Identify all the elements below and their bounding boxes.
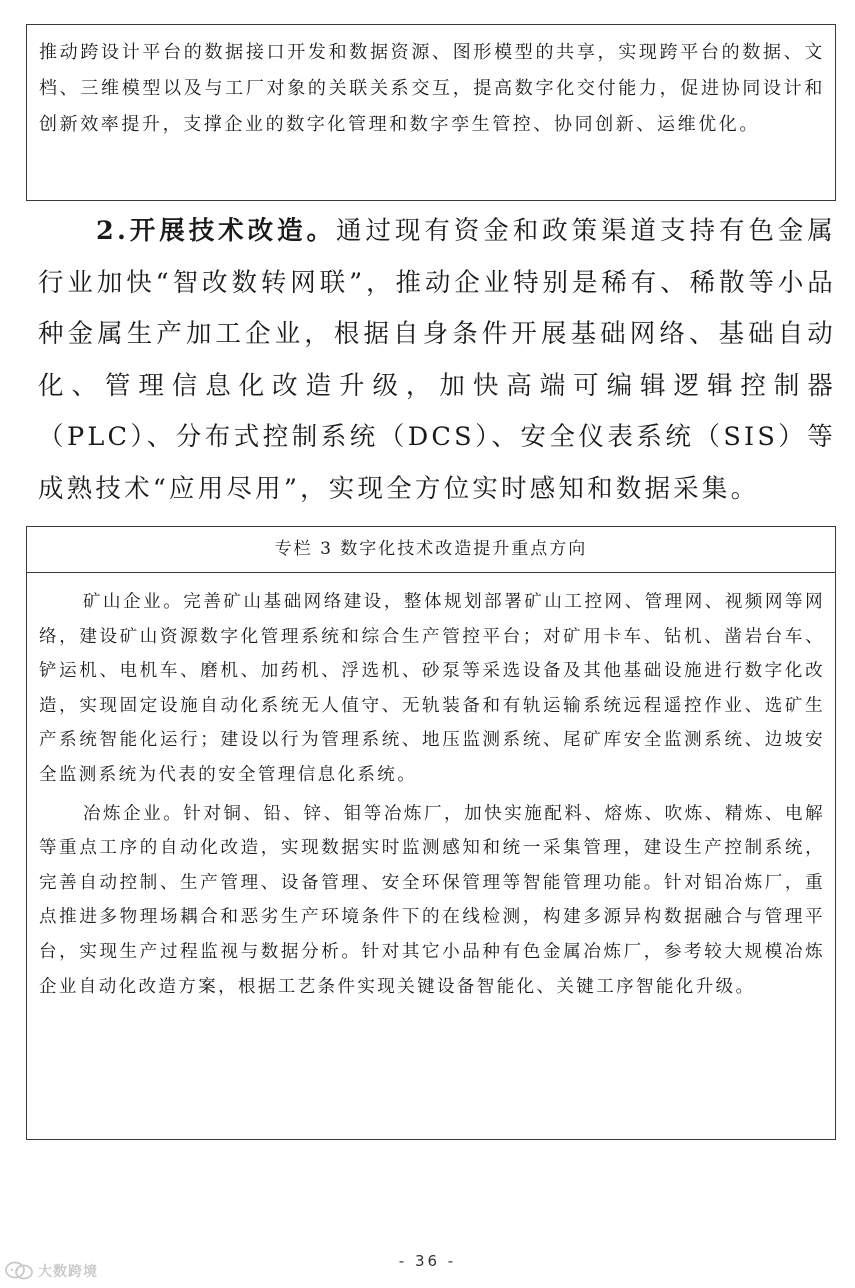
column-paragraph-mining: 矿山企业。完善矿山基础网络建设，整体规划部署矿山工控网、管理网、视频网等网络，建设矿山资源数字化管理系统和综合生产管控平台；对矿用卡车、钻机、凿岩台车、铲运机、电机车、磨机、加药机、浮选机、砂泵等采选设备及其他基础设施进行数字化改造，实现固定设施自动化系统无人值守、无轨装备和有轨运输系统远程遥控作业、选矿生产系统智能化运行；建设以行为管理系统、地压监测系统、尾矿库安全监测系统、边坡安全监测系统为代表的安全管理信息化系统。 — [39, 592, 825, 785]
column-title: 专栏 3 数字化技术改造提升重点方向 — [27, 527, 835, 573]
watermark-text: 大数跨境 — [38, 1264, 98, 1280]
column-paragraph-smelting: 冶炼企业。针对铜、铅、锌、钼等冶炼厂，加快实施配料、熔炼、吹炼、精炼、电解等重点工序的自动化改造，实现数据实时监测感知和统一采集管理，建设生产控制系统，完善自动控制、生产管理、设备管理、安全环保管理等智能管理功能。针对铝冶炼厂，重点推进多物理场耦合和恶劣生产环境条件下的在线检测，构建多源异构数据融合与管理平台，实现生产过程监视与数据分析。针对其它小品种有色金属冶炼厂，参考较大规模冶炼企业自动化改造方案，根据工艺条件实现关键设备智能化、关键工序智能化升级。 — [39, 803, 825, 997]
chat-bubble-icon — [4, 1260, 34, 1282]
body-paragraph-text: 通过现有资金和政策渠道支持有色金属行业加快“智改数转网联”，推动企业特别是稀有、稀散等小品种金属生产加工企业，根据自身条件开展基础网络、基础自动化、管理信息化改造升级，加快高端可编辑逻辑控制器（PLC）、分布式控制系统（DCS）、安全仪表系统（SIS）等成熟技术“应用尽用”，实现全方位实时感知和数据采集。 — [38, 216, 836, 504]
watermark — [4, 1260, 98, 1282]
special-column-box — [26, 526, 836, 1140]
continued-text-box — [26, 24, 836, 201]
page-number: - 36 - — [398, 1252, 457, 1270]
body-paragraph — [38, 206, 836, 515]
continued-box-text: 推动跨设计平台的数据接口开发和数据资源、图形模型的共享，实现跨平台的数据、文档、三维模型以及与工厂对象的关联关系交互，提高数字化交付能力，促进协同设计和创新效率提升，支撑企业的数字化管理和数字孪生管控、协同创新、运维优化。 — [39, 42, 825, 135]
section-heading: 2.开展技术改造。 — [96, 216, 336, 246]
